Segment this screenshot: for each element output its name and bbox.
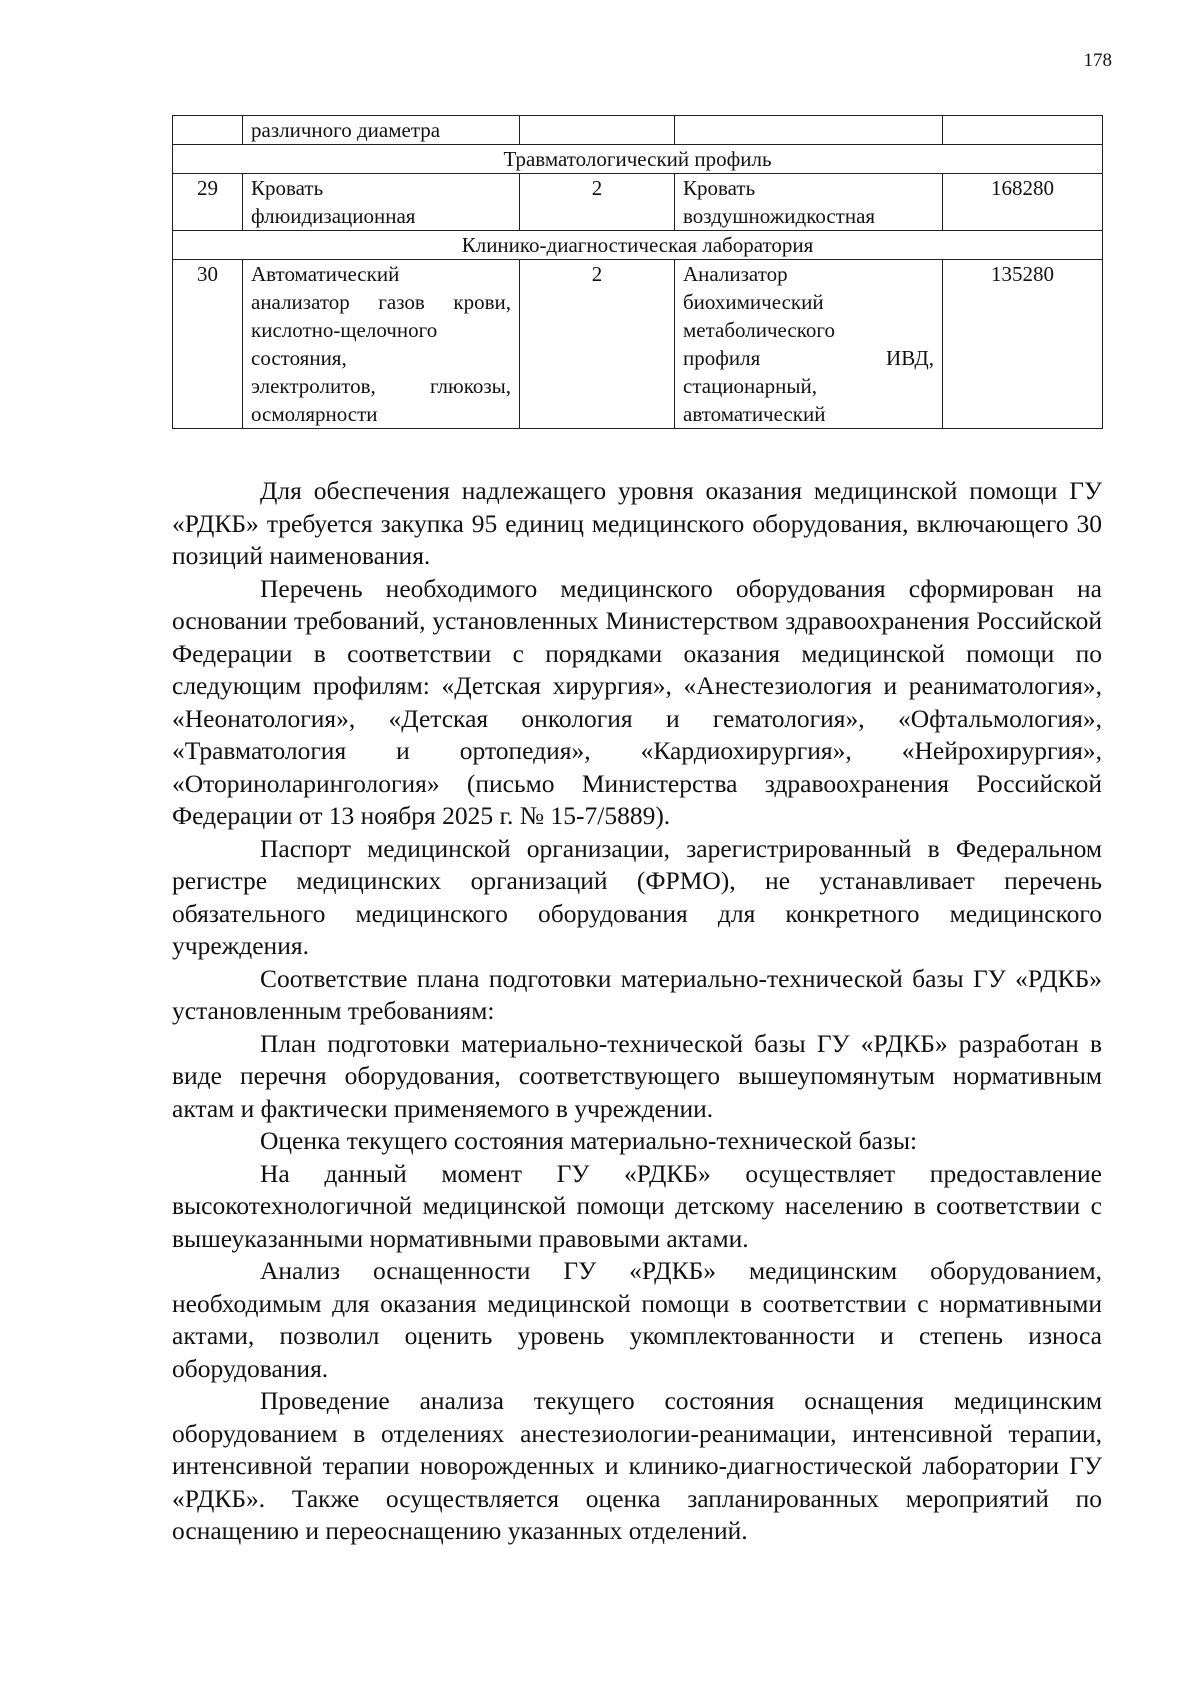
equipment-name: [243, 174, 520, 231]
table-section-row: [173, 231, 1103, 260]
paragraph: Анализ оснащенности ГУ «РДКБ» медицинским оборудованием, необходимым для оказания медицинской помощи в соответствии с нормативными актами, позволил оценить уровень укомплектованности и степень износа оборудования.: [172, 1256, 1102, 1383]
price: [943, 116, 1103, 145]
row-number: 30: [173, 260, 243, 429]
equipment-analog-line: профиля ИВД,: [683, 346, 934, 370]
equipment-analog-line: воздушножидкостная: [683, 204, 876, 228]
equipment-analog-line: Анализатор: [683, 262, 788, 286]
table-row: [173, 116, 1103, 145]
body-text: [172, 475, 1102, 1548]
equipment-name-line: кислотно-щелочного: [251, 318, 438, 342]
quantity: [520, 116, 675, 145]
equipment-name-line: состояния,: [251, 346, 347, 370]
paragraph: Паспорт медицинской организации, зарегистрированный в Федеральном регистре медицинских организаций (ФРМО), не устанавливает перечень обязательного медицинского оборудования для конкретного медицинского учреждения.: [172, 833, 1102, 960]
equipment-analog-line: автоматический: [683, 402, 826, 426]
equipment-analog: [675, 260, 943, 429]
equipment-analog-line: стационарный,: [683, 374, 817, 398]
equipment-analog: [675, 174, 943, 231]
equipment-name-line: различного диаметра: [251, 118, 441, 142]
paragraph: План подготовки материально-технической базы ГУ «РДКБ» разработан в виде перечня оборудования, соответствующего вышеупомянутым нормативным актам и фактически применяемого в учреждении.: [172, 1028, 1102, 1123]
equipment-analog-line: метаболического: [683, 318, 835, 342]
row-number: [173, 116, 243, 145]
equipment-name-line: электролитов, глюкозы,: [251, 374, 511, 398]
table-section-row: [173, 145, 1103, 174]
price: 168280: [943, 174, 1103, 231]
equipment-table: [172, 115, 1103, 429]
equipment-name-line: Автоматический: [251, 262, 400, 286]
table-row: [173, 260, 1103, 429]
paragraph: Для обеспечения надлежащего уровня оказания медицинской помощи ГУ «РДКБ» требуется закупка 95 единиц медицинского оборудования, включающего 30 позиций наименования.: [172, 476, 1102, 570]
quantity: 2: [520, 174, 675, 231]
equipment-analog: [675, 116, 943, 145]
paragraph: Соответствие плана подготовки материально-технической базы ГУ «РДКБ» установленным требованиям:: [172, 963, 1102, 1025]
table-row: [173, 174, 1103, 231]
equipment-analog-line: Кровать: [683, 176, 756, 200]
section-title: Клинико-диагностическая лаборатория: [173, 231, 1103, 260]
paragraph: Оценка текущего состояния материально-технической базы:: [260, 1126, 918, 1155]
quantity: 2: [520, 260, 675, 429]
equipment-analog-line: биохимический: [683, 290, 824, 314]
equipment-name-line: анализатор газов крови,: [251, 290, 511, 314]
equipment-name: [243, 116, 520, 145]
paragraph: Перечень необходимого медицинского оборудования сформирован на основании требований, установленных Министерством здравоохранения Российской Федерации в соответствии с порядками оказания медицинской помощи по следующим профилям: «Детская хирургия», «Анестезиология и реаниматология», «Неонатология», «Детская онкология и гематология», «Офтальмология», «Травматология и ортопедия», «Кардиохирургия», «Нейрохирургия», «Оториноларингология» (письмо Министерства здравоохранения Российской Федерации от 13 ноября 2025 г. № 15-7/5889).: [172, 573, 1102, 830]
paragraph: Проведение анализа текущего состояния оснащения медицинским оборудованием в отделениях анестезиологии-реанимации, интенсивной терапии, интенсивной терапии новорожденных и клинико-диагностической лаборатории ГУ «РДКБ». Также осуществляется оценка запланированных мероприятий по оснащению и переоснащению указанных отделений.: [172, 1386, 1102, 1545]
equipment-name-line: осмолярности: [251, 402, 378, 426]
page-number: 178: [1083, 50, 1112, 71]
equipment-name-line: Кровать: [251, 176, 324, 200]
equipment-name-line: флюидизационная: [251, 204, 416, 228]
row-number: 29: [173, 174, 243, 231]
equipment-name: [243, 260, 520, 429]
section-title: Травматологический профиль: [173, 145, 1103, 174]
price: 135280: [943, 260, 1103, 429]
paragraph: На данный момент ГУ «РДКБ» осуществляет предоставление высокотехнологичной медицинской помощи детскому населению в соответствии с вышеуказанными нормативными правовыми актами.: [172, 1158, 1102, 1253]
